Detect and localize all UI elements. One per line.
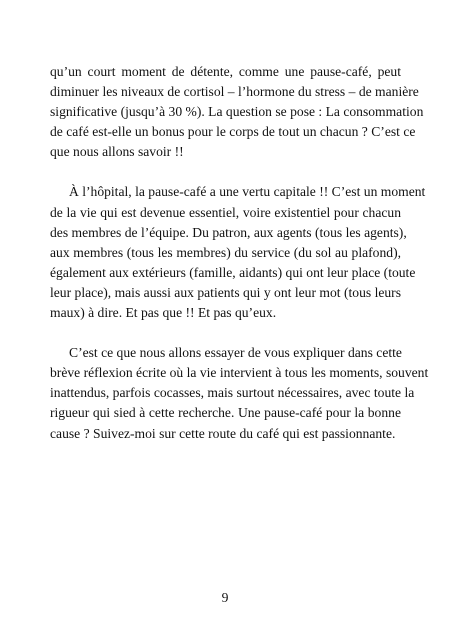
text-line: qu’un court moment de détente, comme une pause-café, peut: [50, 64, 401, 79]
text-line: aux membres (tous les membres) du service (du sol au plafond),: [50, 244, 401, 260]
text-line: inattendus, parfois cocasses, mais surtout nécessaires, avec toute la: [50, 385, 415, 401]
text-line: de café est-elle un bonus pour le corps de tout un chacun ? C’est ce: [50, 124, 416, 140]
paragraph-2: [50, 182, 426, 323]
text-line: À l’hôpital, la pause-café a une vertu capitale !! C’est un moment: [69, 184, 426, 200]
text-line: cause ? Suivez-moi sur cette route du café qui est passionnante.: [50, 425, 396, 441]
text-line: de la vie qui est devenue essentiel, voire existentiel pour chacun: [50, 204, 401, 220]
text-line: C’est ce que nous allons essayer de vous expliquer dans cette: [69, 345, 402, 361]
text-line: significative (jusqu’à 30 %). La question se pose : La consommation: [50, 104, 424, 120]
text-line: maux) à dire. Et pas que !! Et pas qu’eux.: [50, 305, 277, 321]
text-line: leur place), mais aussi aux patients qui y ont leur mot (tous leurs: [50, 284, 401, 300]
text-line: des membres de l’équipe. Du patron, aux agents (tous les agents),: [50, 224, 407, 240]
text-line: brève réflexion écrite où la vie intervient à tous les moments, souvent: [50, 365, 429, 381]
paragraph-3: [50, 343, 429, 443]
paragraph-gap: [50, 323, 401, 343]
page-number: 9: [221, 590, 229, 605]
paragraph-1: [50, 62, 424, 162]
text-line: rigueur qui sied à cette recherche. Une pause-café pour la bonne: [50, 405, 401, 421]
text-line: diminuer les niveaux de cortisol – l’hormone du stress – de manière: [50, 84, 419, 100]
paragraph-gap: [50, 162, 401, 182]
text-line: que nous allons savoir !!: [50, 144, 184, 160]
text-line: également aux extérieurs (famille, aidants) qui ont leur place (toute: [50, 264, 416, 280]
body-text: [50, 62, 429, 444]
